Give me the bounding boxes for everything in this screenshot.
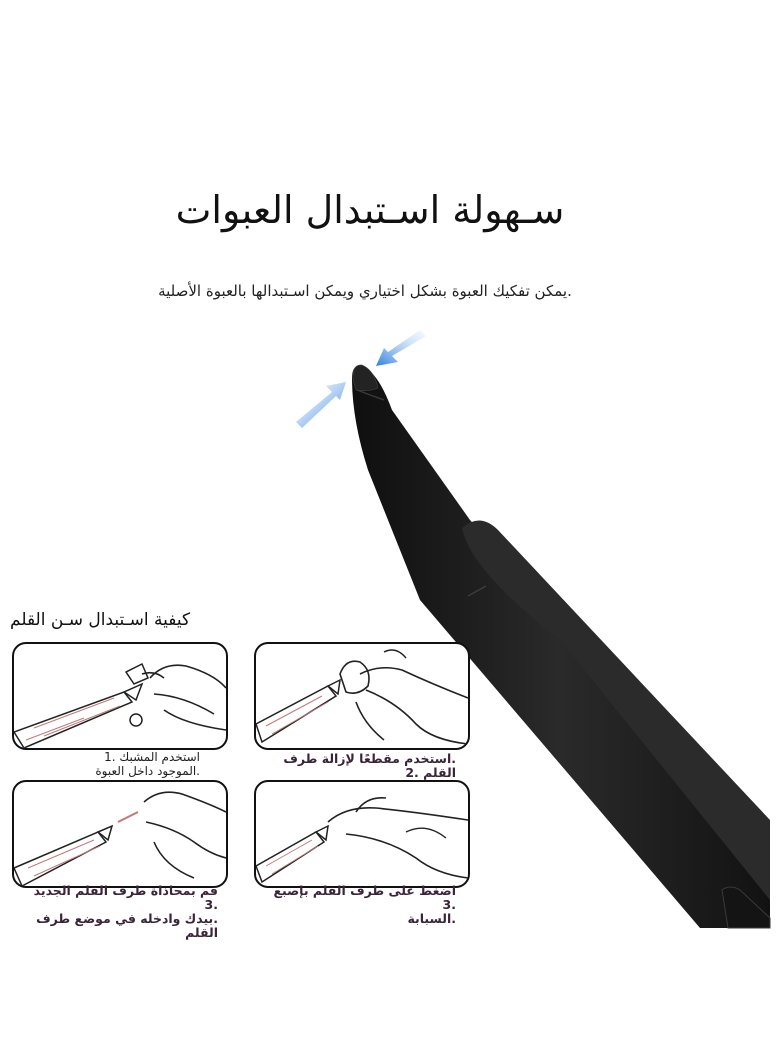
step-3-illustration (14, 782, 226, 886)
step-1-caption-line1: استخدم المشبك .1 (104, 750, 200, 764)
step-3-caption (18, 884, 218, 940)
guide-title: كيفية اسـتبدال سـن القلم (10, 610, 191, 630)
step-1-panel (12, 642, 228, 750)
step-4-caption (256, 884, 456, 926)
step-4-caption-line1: اضغط على طرف القلم بإصبع .3 (273, 883, 456, 912)
step-3-caption-line2: .بيدك وادخله في موضع طرف القلم (36, 911, 218, 940)
step-2-illustration (256, 644, 468, 748)
step-4-illustration (256, 782, 468, 886)
page-subtitle: .يمكن تفكيك العبوة بشكل اختياري ويمكن اسـتبدالها بالعبوة الأصلية (158, 282, 572, 300)
page-title: سـهولة اسـتبدال العبوات (175, 188, 565, 232)
step-1-caption-line2: .الموجود داخل العبوة (95, 764, 200, 778)
step-2-caption (256, 752, 456, 780)
step-4-caption-line2: .السبابة (407, 911, 456, 926)
step-3-panel (12, 780, 228, 888)
step-2-panel (254, 642, 470, 750)
step-1-caption (20, 750, 200, 778)
stylus-nib (353, 365, 378, 391)
step-2-caption-line1: .استخدم مقطعًا لإزالة طرف القلم .2 (283, 751, 456, 780)
press-arrow-icon-left (296, 382, 346, 428)
step-1-illustration (14, 644, 226, 748)
press-arrow-icon-right (376, 330, 426, 366)
step-4-panel (254, 780, 470, 888)
step-3-caption-line1: قم بمحاذاة طرف القلم الجديد .3 (33, 883, 218, 912)
